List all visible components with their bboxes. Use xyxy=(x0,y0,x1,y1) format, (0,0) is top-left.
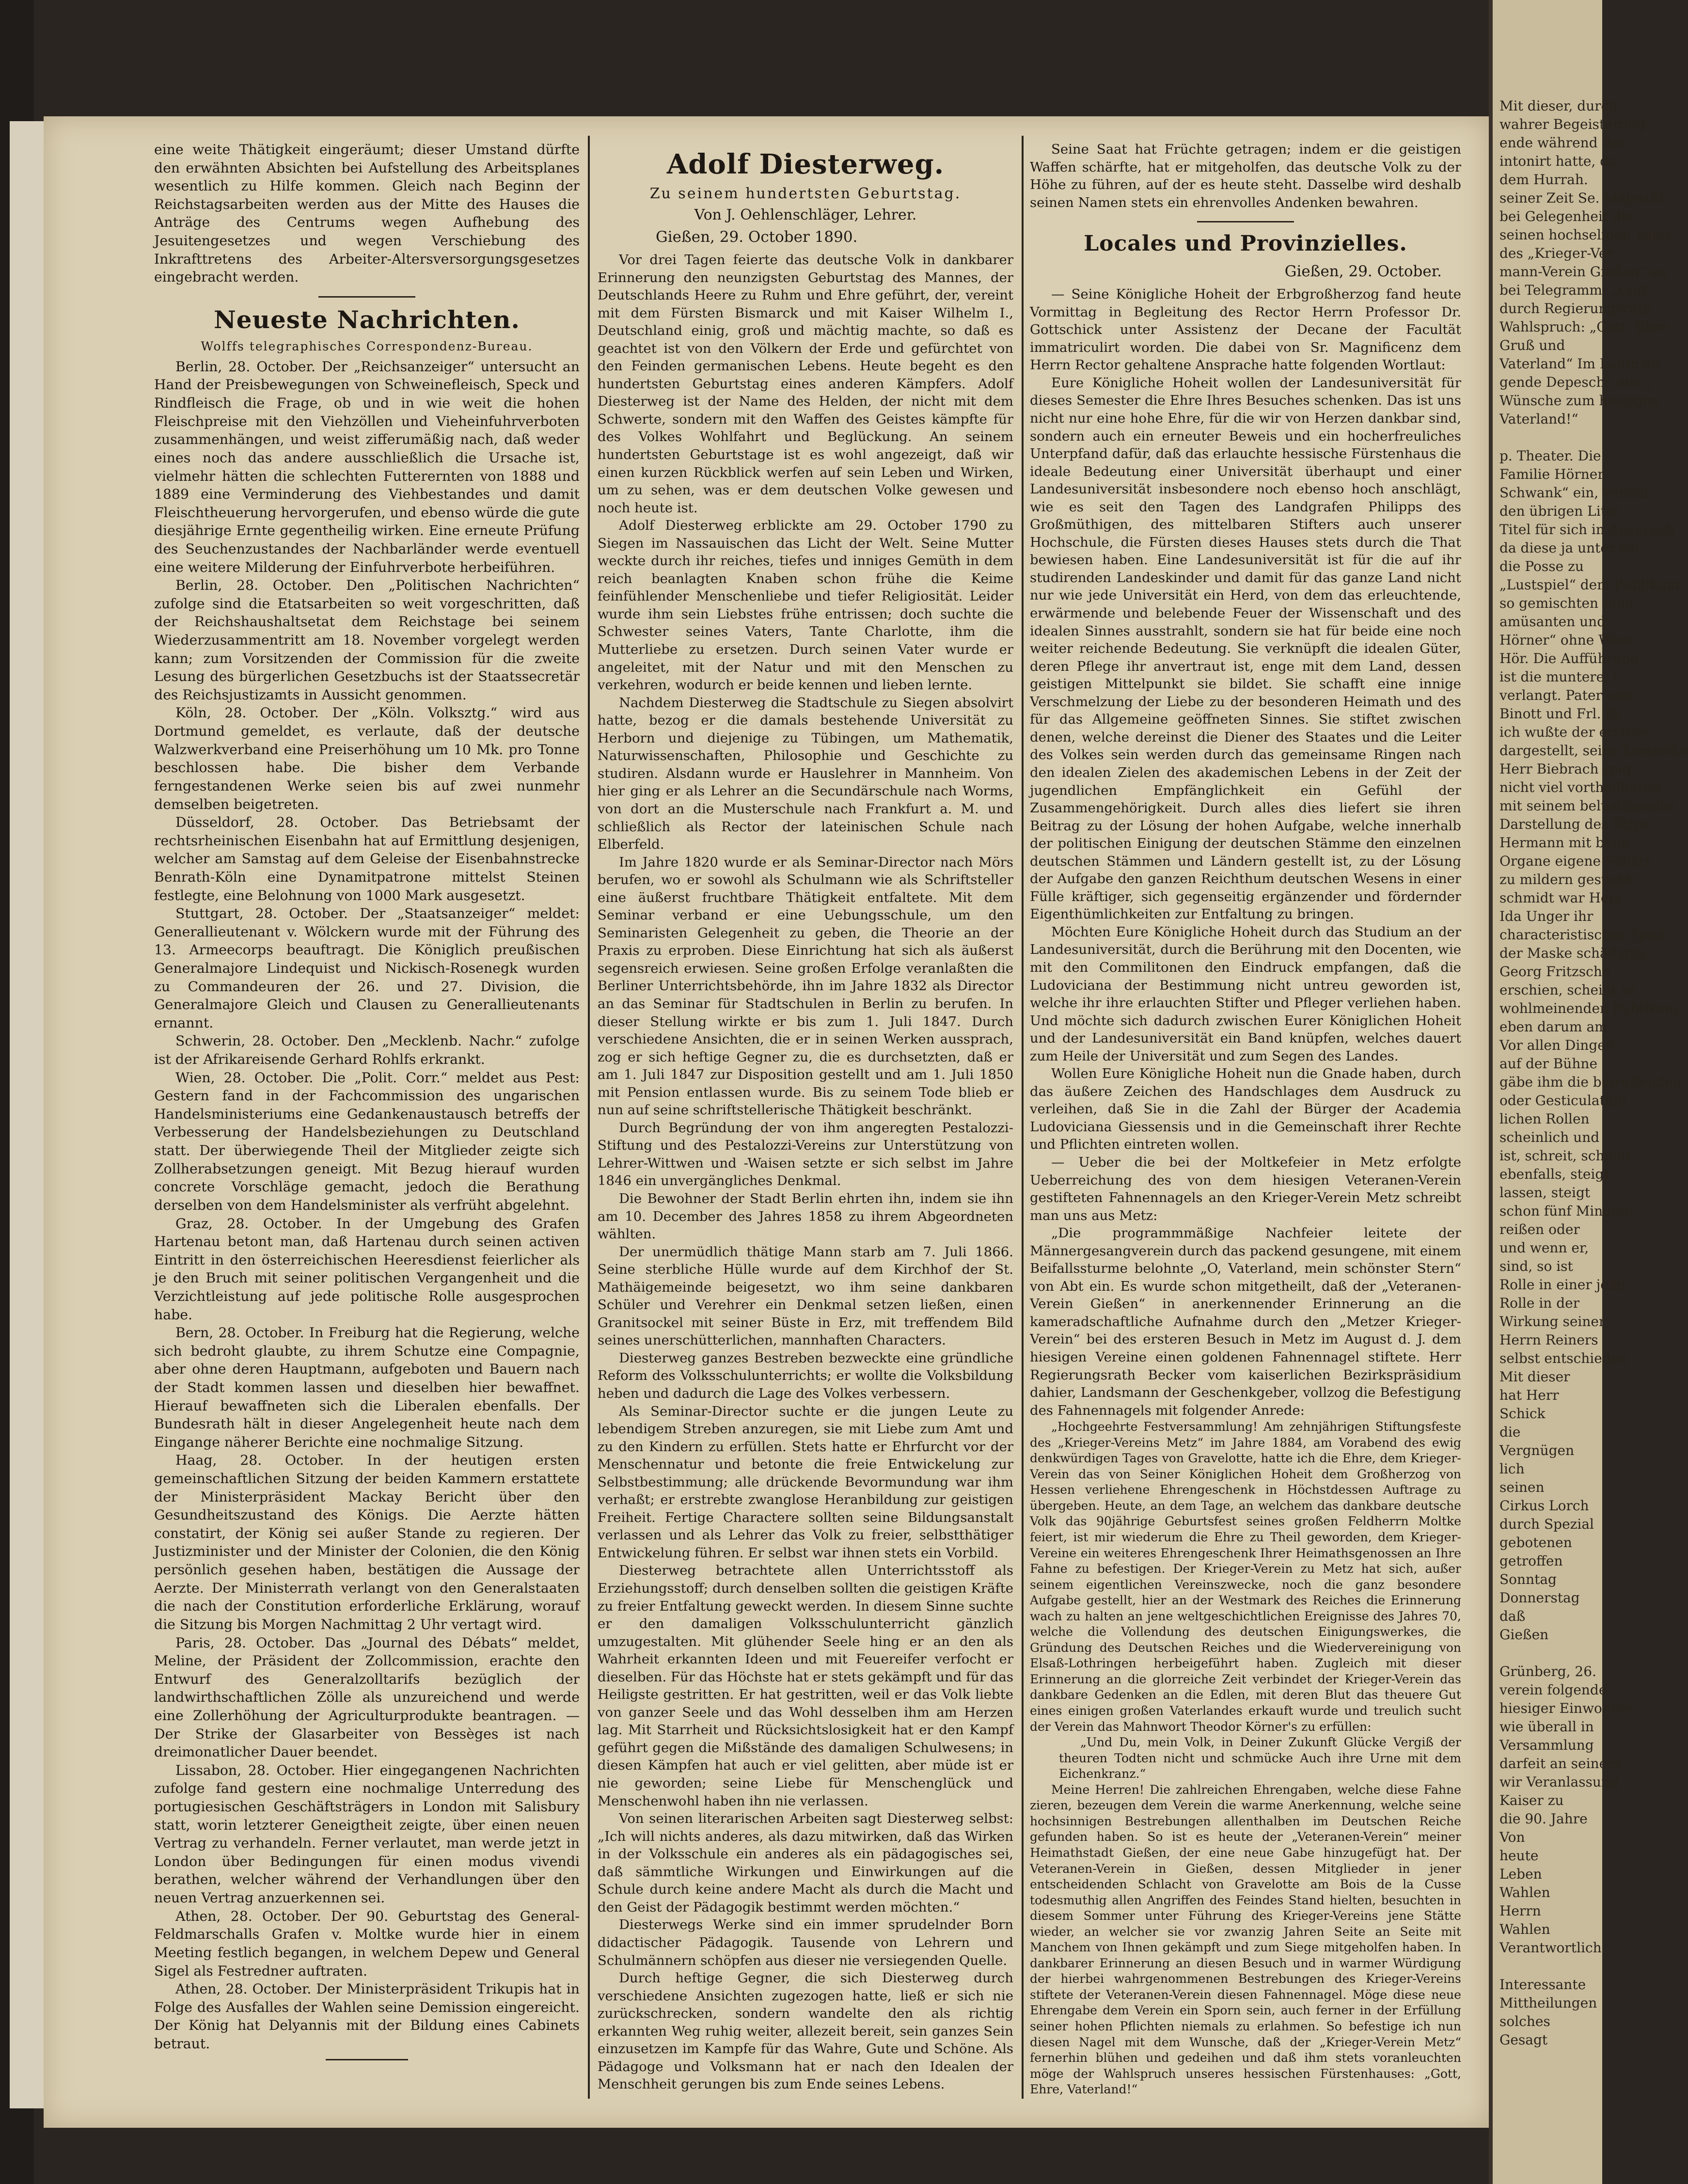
fold-line: Herrn xyxy=(1499,1903,1541,1919)
fold-line: wahrer Begeisterung xyxy=(1499,116,1646,132)
fold-line: Wirkung seiner xyxy=(1499,1314,1606,1329)
fold-line: so gemischten Sinn xyxy=(1499,595,1634,611)
fold-line: darfeit an seinem xyxy=(1499,1756,1620,1772)
article-paragraph: Im Jahre 1820 wurde er als Seminar-Director nach Mörs berufen, wo er sowohl als Schulmann wie als Schriftsteller eine äußerst fruchtbare Thätigkeit entfaltete. Mit dem Seminar verband er eine Uebungsschule, um den Seminaristen Gelegenheit zu geben, die Theorie an der Praxis zu erproben. Diese Einrichtung hat sich als äußerst segensreich erwiesen. Seine großen Erfolge veranlaßten die Berliner Unterrichtsbehörde, ihn im Jahre 1832 als Director an das Seminar für Stadtschulen in Berlin zu berufen. In dieser Stellung wirkte er bis zum 1. Juli 1847. Durch verschiedene Ansichten, die er in seinen Werken aussprach, zog er sich heftige Gegner zu, die es durchsetzten, daß er am 1. Juli 1847 zur Disposition gestellt und am 1. Juli 1850 mit Pension entlassen wurde. Bis zu seinem Tode blieb er nun auf seine schriftstellerische Thätigkeit beschränkt. xyxy=(598,854,1013,1118)
news-item: Graz, 28. October. In der Umgebung des Grafen Hartenau betont man, daß Hartenau durch seinen activen Eintritt in den österreichischen Heeresdienst feierlicher als je den Bruch mit seiner politischen Vergangenheit und die Verzichtleistung auf jede politische Rolle ausgesprochen habe. xyxy=(154,1215,580,1323)
fold-line: sind, so ist xyxy=(1499,1258,1573,1274)
locales-dateline: Gießen, 29. October. xyxy=(1284,263,1442,281)
fold-line: wohlmeinenden Publikum xyxy=(1499,1000,1678,1016)
fold-line: die 90. Jahre xyxy=(1499,1811,1588,1827)
fold-line: des „Krieger-Ver xyxy=(1499,245,1614,261)
fold-line: Hör. Die Aufführung xyxy=(1499,650,1639,666)
heading-adolf-diesterweg: Adolf Diesterweg. xyxy=(666,148,945,180)
column-locales xyxy=(1030,141,1461,2098)
fold-line: oder Gesticulation xyxy=(1499,1092,1626,1108)
news-item: Düsseldorf, 28. October. Das Betriebsamt der rechtsrheinischen Eisenbahn hat auf Ermittlung desjenigen, welcher am Samstag auf dem Geleise der Eisenbahnstrecke Benrath-Köln eine Dynamitpatrone mittelst Steinen festlegte, eine Belohnung von 1000 Mark ausgesetzt. xyxy=(154,814,580,903)
fold-line: Grünberg, 26. xyxy=(1499,1663,1596,1679)
locales-body xyxy=(1030,285,1461,2098)
col3-intro: Seine Saat hat Früchte getragen; indem er die geistigen Waffen schärfte, hat er mitgeholfen, das deutsche Volk zu der Höhe zu führen, auf der es heute steht. Dasselbe wird deshalb seinen Namen stets ein ehrenvolles Andenken bewahren. xyxy=(1030,142,1461,210)
fold-line: Organe eigene Schärf xyxy=(1499,853,1651,869)
fold-line: Leben xyxy=(1499,1866,1542,1882)
fold-line: Mit dieser xyxy=(1499,1369,1570,1385)
news-items-list xyxy=(154,358,580,2053)
fold-line: gäbe ihm die betreffenden xyxy=(1499,1074,1682,1090)
fold-line: hat Herr xyxy=(1499,1387,1559,1403)
news-item: Köln, 28. October. Der „Köln. Volksztg.“ wird aus Dortmund gemeldet, es verlaute, daß der deutsche Walzwerkverband eine Preiserhöhung um 10 Mk. pro Tonne beschlossen habe. Die bisher dem Verbande ferngestandenen Werke seien bis auf zwei nunmehr demselben beigetreten. xyxy=(154,705,580,812)
locales-paragraph: Eure Königliche Hoheit wollen der Landesuniversität für dieses Semester die Ehre Ihres Besuches schenken. Das ist uns nicht nur eine hohe Ehre, für die wir von Herzen dankbar sind, sondern auch ein erneuter Beweis und ein hocherfreuliches Unterpfand dafür, daß das erlauchte hessische Fürstenhaus die ideale Bedeutung einer Universität überhaupt und einer Landesuniversität insbesondere noch ebenso hoch anschlägt, wie es seit den Tagen des Landgrafen Philipps des Großmüthigen, des mittelbaren Stifters auch unserer Hochschule, die Fürsten dieses Hauses stets durch die That bewiesen haben. Eine Landesuniversität ist für die auf ihr studirenden Landeskinder und damit für das ganze Land nicht nur wie jede Universität ein Herd, von dem das erleuchtende, erwärmende und belebende Feuer der Wissenschaft und des idealen Sinnes ausstrahlt, sondern sie hat für beide eine noch weiter reichende Bedeutung. Sie verknüpft die idealen Güter, deren Pflege ihr anvertraut ist, enge mit dem Land, dessen geistigen Mittelpunkt sie bildet. Sie schafft eine innige Verschmelzung der Liebe zu der besonderen Heimath und des für das Allgemeine geöffneten Sinnes. Sie stiftet zwischen denen, welche dereinst die Diener des Staates und die Leiter des Volkes sein werden durch das gemeinsame Ringen nach den idealen Zielen des akademischen Lebens in der Zeit der jugendlichen Empfänglichkeit ein Gefühl der Zusammengehörigkeit. Durch alles dies liefert sie ihren Beitrag zu der Lösung der hohen Aufgabe, welche innerhalb der politischen Einigung der deutschen Stämme den einzelnen deutschen Stämmen und Ländern gestellt ist, zu der Lösung der Aufgabe den ganzen Reichthum deutschen Wesens in einer Fülle kräftiger, sich gegenseitig ergänzender und fördernder Eigenthümlichkeiten zur Entfaltung zu bringen. xyxy=(1030,375,1461,922)
fold-line: Vaterland!“ xyxy=(1499,411,1578,427)
locales-paragraph: Meine Herren! Die zahlreichen Ehrengaben, welche diese Fahne zieren, bezeugen dem Verein die warme Anerkennung, welche seine hochsinnigen Bestrebungen allenthalben im Deutschen Reiche gefunden haben. So ist es heute der „Veteranen-Verein“ meiner Heimathstadt Gießen, der eine neue Gabe hinzugefügt hat. Der Veteranen-Verein in Gießen, dessen Mitglieder in jener entscheidenden Schlacht von Gravelotte am Bois de la Cusse todesmuthig allen Angriffen des Feindes Stand hielten, besuchten in diesem Sommer unter Führung des Krieger-Vereins jene Stätte wieder, an welcher sie vor zwanzig Jahren Seite an Seite mit Manchem von Ihnen gekämpft und zum Siege mitgeholfen haben. In dankbarer Erinnerung an diesen Besuch und in warmer Würdigung der hierbei wahrgenommenen Bestrebungen des Krieger-Vereins stiftete der Veteranen-Verein diesen Fahnennagel. Möge diese neue Ehrengabe dem Verein ein Sporn sein, auch ferner in der Erfüllung seiner hohen Pflichten niemals zu erlahmen. So befestige ich nun diesen Nagel mit dem Wunsche, daß der „Krieger-Verein Metz“ fernerhin blühen und gedeihen und daß ihm stets voranleuchten möge der Wahlspruch unseres hessischen Fürstenhauses: „Gott, Ehre, Vaterland!“ xyxy=(1030,1782,1461,2097)
fold-line: Wahlen xyxy=(1499,1921,1550,1937)
fold-line: Vergnügen xyxy=(1499,1442,1575,1458)
locales-paragraph: „Die programmmäßige Nachfeier leitete der Männergesangverein durch das packend gesungene, mit einem Beifallssturme belohnte „O, Vaterland, mein schönster Stern“ von Abt ein. Es wurde schon mitgetheilt, daß der „Veteranen-Verein Gießen“ in anerkennender Erinnerung an die kameradschaftliche Aufnahme durch den „Metzer Krieger-Verein“ bei des ersteren Besuch in Metz im August d. J. dem hiesigen Vereine einen goldenen Fahnennagel stiftete. Herr Regierungsrath Becker vom kaiserlichen Bezirkspräsidium dahier, Landsmann der Geschenkgeber, vollzog die Befestigung des Fahnennagels mit folgender Anrede: xyxy=(1030,1225,1461,1418)
fold-line: Schwank“ ein, versch xyxy=(1499,485,1648,501)
fold-line: selbst entschieden xyxy=(1499,1350,1628,1366)
section-divider xyxy=(318,296,415,298)
column-rule-2 xyxy=(1022,136,1024,2099)
article-paragraph: Durch Begründung der von ihm angeregten Pestalozzi-Stiftung und des Pestalozzi-Vereins zur Unterstützung von Lehrer-Wittwen und -Waisen setzte er sich selbst im Jahre 1846 ein unvergängliches Denkmal. xyxy=(598,1120,1013,1189)
fold-line: den übrigen Liter xyxy=(1499,503,1621,519)
fold-line: intonirt hatte, da xyxy=(1499,153,1617,169)
locales-paragraph: „Hochgeehrte Festversammlung! Am zehnjährigen Stiftungsfeste des „Krieger-Vereins Metz“ im Jahre 1884, am Vorabend des ewig denkwürdigen Tages von Gravelotte, hatte ich die Ehre, dem Krieger-Verein das von Seiner Königlichen Hoheit dem Großherzog von Hessen verliehene Ehrengeschenk in Höchstdessen Auftrage zu übergeben. Heute, an dem Tage, an welchem das dankbare deutsche Volk das 90jährige Geburtsfest seines großen Feldherrn Moltke feiert, ist mir wiederum die Ehre zu Theil geworden, dem Krieger-Vereine ein weiteres Ehrengeschenk Ihrer Heimathsgenossen an Ihre Fahne zu befestigen. Der Krieger-Verein zu Metz hat sich, außer seinem eigentlichen Vereinszwecke, noch die ganz besondere Aufgabe gestellt, hier an der Westmark des Reiches die Erinnerung wach zu halten an jene weltgeschichtlichen Ereignisse des Jahres 70, welche die Vollendung des deutschen Einigungswerkes, die Gründung des Deutschen Reiches und die Wiedervereinigung von Elsaß-Lothringen herbeigeführt haben. Zugleich mit dieser Erinnerung an die glorreiche Zeit verbindet der Krieger-Verein das dankbare Gedenken an die Edlen, mit deren Blut das theuere Gut eines einigen großen Vaterlandes erkauft wurde und treulich sucht der Verein das Mahnwort Theodor Körner's zu erfüllen: xyxy=(1030,1420,1461,1734)
end-rule xyxy=(326,2059,408,2060)
fold-line xyxy=(1499,1644,1616,1662)
fold-line: seinen hochseligen Vater xyxy=(1499,227,1672,243)
fold-line: ich wußte der erstere xyxy=(1499,724,1649,740)
fold-line: Familie Hörner xyxy=(1499,466,1604,482)
article-paragraph: Als Seminar-Director suchte er die jungen Leute zu lebendigem Streben anzuregen, sie mit Liebe zum Amt und zu den Kindern zu erfüllen. Stets hatte er Ehrfurcht vor der Menschennatur und betonte die freie Entwickelung zur Selbstbestimmung; alle drückende Bevormundung war ihm verhaßt; er erstrebte zwanglose Heranbildung zur geistigen Freiheit. Fertige Charactere sollten seine Bildungsanstalt verlassen und als Lehrer das Volk zu freier, selbstthätiger Entwickelung führen. Er selbst war ihnen stets ein Vorbild. xyxy=(598,1403,1013,1561)
fold-line: wir Veranlassung xyxy=(1499,1774,1619,1790)
subheading-wolff-bureau: Wolffs telegraphisches Correspondenz-Bureau. xyxy=(201,339,533,353)
fold-line: hiesiger Einwohner xyxy=(1499,1700,1634,1716)
fold-line: durch Regierungsrath xyxy=(1499,301,1652,317)
fold-line: lichen Rollen xyxy=(1499,1111,1590,1127)
fold-line: Herrn Reiners xyxy=(1499,1332,1598,1348)
article-author: Von J. Oehlenschläger, Lehrer. xyxy=(694,206,917,223)
article-paragraph: Diesterweg ganzes Bestreben bezweckte eine gründliche Reform des Volksschulunterrichts; er wollte die Volksbildung heben und dadurch die Lage des Volkes verbessern. xyxy=(598,1350,1013,1401)
article-paragraph: Nachdem Diesterweg die Stadtschule zu Siegen absolvirt hatte, bezog er die damals bestehende Universität zu Herborn und diejenige zu Tübingen, um Mathematik, Naturwissenschaften, Philosophie und Geschichte zu studiren. Alsdann wurde er Hauslehrer in Mannheim. Von hier ging er als Lehrer an die Secundärschule nach Worms, von dort an die Musterschule nach Frankfurt a. M. und schließlich als Rector der lateinischen Schule nach Elberfeld. xyxy=(598,695,1013,853)
fold-line: gebotenen xyxy=(1499,1535,1572,1551)
fold-line: lich xyxy=(1499,1461,1525,1477)
news-item: Paris, 28. October. Das „Journal des Débats“ meldet, Meline, der Präsident der Zollcommission, erachte den Entwurf des Generalzolltarifs bezüglich der landwirthschaftlichen Zölle als unzureichend und werde eine Zollerhöhung der Agriculturprodukte beantragen. — Der Strike der Glasarbeiter von Bessèges ist nach dreimonatlicher Dauer beendet. xyxy=(154,1634,580,1760)
fold-line: Vor allen Dingen xyxy=(1499,1037,1614,1053)
article-body xyxy=(598,251,1013,2093)
fold-line: Darstellung des Schwi xyxy=(1499,816,1655,832)
fold-line: Versammlung xyxy=(1499,1737,1594,1753)
locales-paragraph: Wollen Eure Königliche Hoheit nun die Gnade haben, durch das äußere Zeichen des Handschlages dem Ausdruck zu verleihen, daß Sie in die Zahl der Bürger der Academia Ludoviciana Giessensis und in die Gemeinschaft ihrer Rechte und Pflichten eintreten wollen. xyxy=(1030,1066,1461,1153)
fold-line: zu mildern gesucht xyxy=(1499,871,1632,887)
fold-line: Gesagt xyxy=(1499,2032,1548,2048)
fold-line: Schick xyxy=(1499,1406,1546,1422)
article-dateline: Gießen, 29. October 1890. xyxy=(656,228,858,246)
fold-line: Vaterland“ Im Laufe de xyxy=(1499,356,1660,372)
fold-line: Mit dieser, durch xyxy=(1499,98,1618,114)
news-item: Bern, 28. October. In Freiburg hat die Regierung, welche sich bedroht glaubte, zu ihrem Schutze eine Compagnie, aber ohne deren Hauptmann, aufgeboten und Bauern nach der Stadt kommen lassen und dieselben hier bewaffnet. Hierauf bewaffneten sich die Liberalen ebenfalls. Der Bundesrath hält in dieser Angelegenheit heute nach dem Eingange näherer Berichte eine nochmalige Sitzung. xyxy=(154,1325,580,1450)
fold-line: verlangt. Pater und xyxy=(1499,687,1633,703)
fold-line: schmidt war Herr xyxy=(1499,890,1622,906)
fold-line: daß xyxy=(1499,1608,1526,1624)
locales-paragraph: — Ueber die bei der Moltkefeier in Metz erfolgte Ueberreichung des von dem hiesigen Veteranen-Verein gestifteten Fahnennagels an den Krieger-Verein Metz schreibt man uns aus Metz: xyxy=(1030,1154,1461,1223)
fold-line: die xyxy=(1499,1424,1521,1440)
article-paragraph: Diesterwegs Werke sind ein immer sprudelnder Born didactischer Pädagogik. Tausende von Lehrern und Schulmännern schöpfen aus dieser nie versiegenden Quelle. xyxy=(598,1917,1013,1968)
fold-line: Wahlen xyxy=(1499,1884,1550,1900)
news-item: Wien, 28. October. Die „Polit. Corr.“ meldet aus Pest: Gestern fand in der Fachcommission des ungarischen Handelsministeriums eine Gedankenaustausch betreffs der Verbesserung der Handelsbeziehungen zu Deutschland statt. Der überwiegende Theil der Mitglieder zeigte sich Zollherabsetzungen geneigt. Mit Bezug hierauf wurden concrete Vorschläge gemacht, jedoch die Berathung derselben von dem Handelsminister als verfrüht abgelehnt. xyxy=(154,1069,580,1213)
column-news xyxy=(154,141,580,2060)
fold-line: Von xyxy=(1499,1829,1525,1845)
fold-line: Hermann mit beim xyxy=(1499,835,1630,851)
fold-line: dargestellt, seine komische xyxy=(1499,743,1688,759)
fold-line: characteristisches Spiel xyxy=(1499,927,1665,943)
fold-line: amüsanten und xyxy=(1499,614,1606,630)
fold-line: Wahlspruch: „Gott, Ehre xyxy=(1499,319,1669,335)
article-paragraph: Adolf Diesterweg erblickte am 29. October 1790 zu Siegen im Nassauischen das Licht der Welt. Seine Mutter weckte durch ihr reiches, tiefes und inniges Gemüth in dem reich beanlagten Knaben schon frühe die Keime feinfühlender Menschenliebe und tiefer Religiosität. Leider wurde ihm sein Liebstes frühe entrissen; doch suchte die Schwester seines Vaters, Tante Charlotte, ihm die Mutterliebe zu ersetzen. Durch seinen Vater wurde er angeleitet, mit der Natur und mit den Menschen zu verkehren, wodurch er beide kennen und lieben lernte. xyxy=(598,518,1013,693)
fold-line: verein folgende xyxy=(1499,1682,1607,1698)
fold-line: Sonntag xyxy=(1499,1571,1557,1587)
fold-line: erschien, scheint es xyxy=(1499,982,1637,998)
fold-line: ende während der xyxy=(1499,135,1625,151)
article-paragraph: Durch heftige Gegner, die sich Diesterweg durch verschiedene Ansichten zugezogen hatte, ließ er sich nie zurückschrecken, sondern wandelte den als richtig erkannten Weg ruhig weiter, allezeit bereit, sein ganzes Sein einzusetzen im Kampfe für das Wahre, Gute und Schöne. Als Pädagoge und Volksmann hat er nach den Idealen der Menschheit gerungen bis zum Ende seines Lebens. xyxy=(598,1970,1013,2092)
fold-line: heute xyxy=(1499,1848,1539,1864)
fold-line: Wünsche zum heutigen xyxy=(1499,393,1660,409)
adjacent-page-text xyxy=(1499,97,1688,2049)
fold-line: Georg Fritzsche xyxy=(1499,964,1610,980)
fold-line: mit seinem belustigenden xyxy=(1499,798,1677,814)
locales-paragraph: „Und Du, mein Volk, in Deiner Zukunft Glücke Vergiß der theuren Todten nicht und schmücke Auch ihre Urne mit dem Eichenkranz.“ xyxy=(1059,1735,1461,1781)
article-paragraph: Vor drei Tagen feierte das deutsche Volk in dankbarer Erinnerung den neunzigsten Geburtstag des Mannes, der Deutschlands Heere zu Ruhm und Ehre geführt, der, vereint mit dem Fürsten Bismarck und mit Kaiser Wilhelm I., Deutschland einig, groß und mächtig machte, so daß es geachtet ist von den Völkern der Erde und gefürchtet von den Feinden germanischen Lebens. Heute begeht es den hundertsten Geburtstag eines anderen Kämpfers. Adolf Diesterweg ist der Name des Helden, der nicht mit dem Schwerte, sondern mit den Waffen des Geistes kämpfte für des Volkes Wohlfahrt und Beglückung. An seinem hundertsten Geburtstage ist es wohl angezeigt, daß wir einen kurzen Rückblick werfen auf sein Leben und Wirken, um zu sehen, was er dem deutschen Volke gewesen und noch heute ist. xyxy=(598,252,1013,516)
fold-line: Ida Unger ihr xyxy=(1499,908,1593,924)
fold-line: „Lustspiel“ dem Publikum xyxy=(1499,577,1679,593)
fold-line: schon fünf Minuten xyxy=(1499,1203,1634,1219)
subheading-hundertster-geburtstag: Zu seinem hundertsten Geburtstag. xyxy=(649,185,962,202)
fold-line: bei Telegramm: „Gott, xyxy=(1499,282,1653,298)
locales-paragraph: — Seine Königliche Hoheit der Erbgroßherzog fand heute Vormittag in Begleitung des Rector Herrn Professor Dr. Gottschick unter Assistenz der Decane der Facultät immatriculirt worden. Die dabei von Sr. Magnificenz dem Herrn Rector gehaltene Ansprache hatte folgenden Wortlaut: xyxy=(1030,286,1461,373)
section-divider-2 xyxy=(1197,221,1294,222)
fold-line: Interessante xyxy=(1499,1977,1586,1993)
news-item: Athen, 28. October. Der 90. Geburtstag des General-Feldmarschalls Grafen v. Moltke wurde hier in einem Meeting festlich begangen, in welchem Depew und General Sigel als Festredner auftraten. xyxy=(154,1908,580,1979)
fold-line: getroffen xyxy=(1499,1553,1563,1569)
col1-intro: eine weite Thätigkeit eingeräumt; dieser Umstand dürfte den erwähnten Absichten bei Aufstellung des Arbeitsplanes wesentlich zu Hilfe kommen. Gleich nach Beginn der Reichstagsarbeiten werden aus der Mitte des Hauses die Anträge des Centrums wegen Aufhebung des Jesuitengesetzes und wegen Verschiebung des Inkrafttretens des Arbeiter-Altersversorgungsgesetzes eingebracht werden. xyxy=(154,142,580,285)
fold-line: auf der Bühne xyxy=(1499,1056,1598,1072)
fold-line: Hörner“ ohne Wenn xyxy=(1499,632,1637,648)
fold-line: p. Theater. Die xyxy=(1499,448,1601,464)
fold-line: bei Gelegenheit der xyxy=(1499,208,1636,224)
fold-line: durch Spezial xyxy=(1499,1516,1594,1532)
fold-line: Titel für sich in Anspruch xyxy=(1499,522,1675,538)
news-item: Stuttgart, 28. October. Der „Staatsanzeiger“ meldet: Generallieutenant v. Wölckern wurde mit der Führung des 13. Armeecorps beauftragt. Die Königlich preußischen Generalmajore Lindequist und Nickisch-Rosenegk wurden zu Commandeuren der 26. und 27. Division, die Generalmajore Gleich und Clausen zu Generallieutenants ernannt. xyxy=(154,905,580,1031)
fold-line: ebenfalls, steigt xyxy=(1499,1166,1609,1182)
fold-line: seinen xyxy=(1499,1479,1545,1495)
fold-line: Binott und Frl. Bi xyxy=(1499,706,1620,722)
fold-line: wie überall in xyxy=(1499,1719,1594,1735)
fold-line: Cirkus Lorch xyxy=(1499,1498,1589,1514)
news-item: Schwerin, 28. October. Den „Mecklenb. Nachr.“ zufolge ist der Afrikareisende Gerhard Rohlfs erkrankt. xyxy=(154,1033,580,1068)
fold-line: dem Hurrah. xyxy=(1499,172,1588,188)
news-item: Berlin, 28. October. Der „Reichsanzeiger“ untersucht an Hand der Preisbewegungen von Schweinefleisch, Speck und Rindfleisch die Frage, ob und in wie weit die hohen Fleischpreise mit den Viehzöllen und Vieheinfuhrverboten zusammenhängen, und weist zifferumäßig nach, daß weder eines noch das andere ausschließlich die Ursache ist, vielmehr hätten die schlechten Futterernten von 1888 und 1889 eine Verminderung des Viehbestandes und damit Fleischtheuerung hervorgerufen, und ebenso würde die gute diesjährige Ernte gegentheilig wirken. Eine erneute Prüfung des Seuchenzustandes der Nachbarländer werde eventuell eine weitere Milderung der Einfuhrverbote herbeiführen. xyxy=(154,358,580,575)
fold-line: Gruß und xyxy=(1499,337,1565,353)
article-paragraph: Der unermüdlich thätige Mann starb am 7. Juli 1866. Seine sterbliche Hülle wurde auf dem Kirchhof der St. Mathäigemeinde beigesetzt, wo ihm seine dankbaren Schüler und Verehrer ein Denkmal setzen ließen, einen Granitsockel mit seiner Büste in Erz, mit treffendem Bild seines unerschütterlichen, mannhaften Characters. xyxy=(598,1244,1013,1348)
fold-line: Herr Biebrach zeig xyxy=(1499,761,1631,777)
column-diesterweg xyxy=(598,141,1013,2093)
news-item: Haag, 28. October. In der heutigen ersten gemeinschaftlichen Sitzung der beiden Kammern erstattete der Ministerpräsident Mackay Bericht über den Gesundheitszustand des Königs. Die Aerzte hätten constatirt, der König sei außer Stande zu regieren. Der Justizminister und der Minister der Colonien, die den König persönlich gesehen haben, bestätigen die Aussage der Aerzte. Der Ministerrath verlangt von den Generalstaaten die nach der Constitution erforderliche Erklärung, worauf die Sitzung bis Morgen Nachmittag 2 Uhr vertagt wird. xyxy=(154,1452,580,1632)
fold-line: scheinlich und xyxy=(1499,1129,1600,1145)
locales-paragraph: Möchten Eure Königliche Hoheit durch das Studium an der Landesuniversität, durch die Berührung mit den Docenten, wie mit den Commilitonen den Eindruck empfangen, daß die Ludoviciana der Bestimmung nicht untreu geworden ist, welche ihr ihre erlauchten Stifter und Pfleger verliehen haben. Und möchte sich dadurch zwischen Eurer Königlichen Hoheit und der Landesuniversität ein Band knüpfen, welches dauert zum Heile der Universität und zum Segen des Landes. xyxy=(1030,924,1461,1064)
article-paragraph: Die Bewohner der Stadt Berlin ehrten ihn, indem sie ihn am 10. December des Jahres 1858 zu ihrem Abgeordneten wählten. xyxy=(598,1190,1013,1242)
news-item: Athen, 28. October. Der Ministerpräsident Trikupis hat in Folge des Ausfalles der Wahlen seine Demission eingereicht. Der König hat Delyannis mit der Bildung eines Cabinets betraut. xyxy=(154,1981,580,2052)
fold-line: lassen, steigt xyxy=(1499,1185,1591,1201)
news-item: Lissabon, 28. October. Hier eingegangenen Nachrichten zufolge fand gestern eine nochmalige Unterredung des portugiesischen Geschäftsträgers in London mit Salisbury statt, worin letzterer Geneigtheit zeigte, über einen neuen Vertrag zu verhandeln. Ferner verlautet, man werde jetzt in London über Bedingungen für einen modus vivendi berathen, welcher während der Verhandlungen über den neuen Vertrag anzuerkennen sei. xyxy=(154,1762,580,1906)
page-binding-edge xyxy=(10,121,44,2108)
fold-line: nicht viel vortheilhafter xyxy=(1499,779,1663,795)
article-paragraph: Diesterweg betrachtete allen Unterrichtsstoff als Erziehungsstoff; durch denselben sollten die geistigen Kräfte zu freier Entfaltung geweckt werden. In diesem Sinne suchte er den damaligen Volksschulunterricht gänzlich umzugestalten. Mit glühender Seele hing er an den als Wahrheit erkannten Ideen und mit Feuereifer verfocht er dieselben. Für das Höchste hat er stets gekämpft und für das Heiligste gestritten. Er hat gestritten, weil er das Volk liebte von ganzer Seele und das Wohl desselben ihm am Herzen lag. Mit Starrheit und Rücksichtslosigkeit hat er den Kampf geführt gegen die Mißstände des damaligen Schulwesens; in diesen Kämpfen hat auch er viel gelitten, aber müde ist er nie geworden; seine Liebe für Menschenglück und Menschenwohl haben ihn nie verlassen. xyxy=(598,1563,1013,1809)
fold-line: eben darum am xyxy=(1499,1019,1608,1035)
fold-line: gende Depesche ein: „ xyxy=(1499,374,1655,390)
fold-line: solches xyxy=(1499,2013,1550,2029)
fold-line: die Posse zu xyxy=(1499,558,1584,574)
fold-line xyxy=(1499,1957,1616,1976)
fold-line: ist, schreit, schnell xyxy=(1499,1148,1630,1164)
fold-line: Verantwortlich xyxy=(1499,1940,1602,1956)
fold-line: Rolle in einer jede xyxy=(1499,1277,1625,1293)
fold-line xyxy=(1499,428,1616,447)
fold-line: reißen oder xyxy=(1499,1221,1580,1237)
column-rule-1 xyxy=(588,136,590,2099)
heading-neueste-nachrichten: Neueste Nachrichten. xyxy=(214,305,520,334)
fold-line: Donnerstag xyxy=(1499,1590,1580,1606)
fold-line: Mittheilungen xyxy=(1499,1995,1597,2011)
fold-line: Kaiser zu xyxy=(1499,1792,1564,1808)
fold-line: seiner Zeit Se. Majestät xyxy=(1499,190,1664,206)
fold-line: Gießen xyxy=(1499,1627,1549,1643)
article-paragraph: Von seinen literarischen Arbeiten sagt Diesterweg selbst: „Ich will nichts anderes, als dazu mitwirken, daß das Wirken in der Volksschule ein anderes als ein pädagogisches sei, daß sämmtliche Wirkungen und Einwirkungen auf die Schule durch keine andere Macht als durch die Macht und den Geist der Pädagogik bestimmt werden möchten.“ xyxy=(598,1811,1013,1915)
heading-locales: Locales und Provinzielles. xyxy=(1084,231,1407,256)
fold-line: Rolle in der xyxy=(1499,1295,1580,1311)
adjacent-page-fold xyxy=(1493,0,1688,2184)
fold-line: da diese ja unter sol xyxy=(1499,540,1639,556)
fold-line: mann-Verein Gießen“ an xyxy=(1499,264,1667,280)
news-item: Berlin, 28. October. Den „Politischen Nachrichten“ zufolge sind die Etatsarbeiten so weit vorgeschritten, daß der Reichshaushaltsetat dem Reichstage bei seinem Wiederzusammentritt am 18. November vorgelegt werden kann; zum Vorsitzenden der Commission für die zweite Lesung des bürgerlichen Gesetzbuchs ist der Staatssecretär des Reichsjustizamts in Aussicht genommen. xyxy=(154,577,580,703)
fold-line: der Maske schädigte. xyxy=(1499,945,1648,961)
fold-line: und wenn er, xyxy=(1499,1240,1589,1256)
fold-line: ist die muntere, u xyxy=(1499,669,1622,685)
